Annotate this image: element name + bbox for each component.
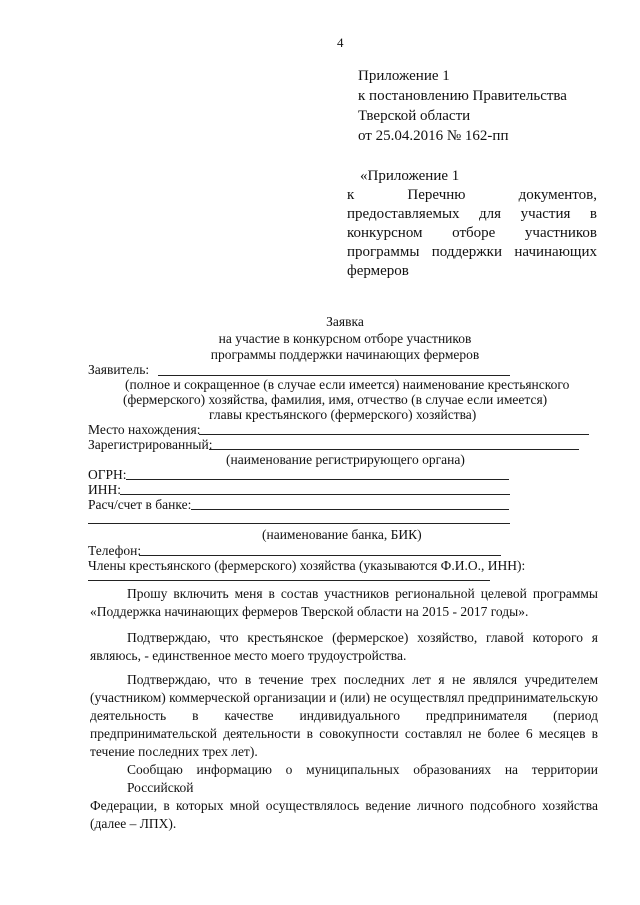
page-number: 4 <box>337 35 344 50</box>
account-field-2[interactable] <box>88 523 510 524</box>
header-line-3: Тверской области <box>358 108 471 124</box>
form-subtitle-1: на участие в конкурсном отборе участников <box>218 331 472 346</box>
inn-field[interactable] <box>120 494 510 495</box>
paragraph-line: Прошу включить меня в состав участников региональной целевой программы <box>127 586 598 601</box>
applicant-label: Заявитель: <box>88 362 150 377</box>
paragraph-confirm-no-business <box>90 671 598 761</box>
account-field[interactable] <box>191 509 509 510</box>
registered-label: Зарегистрированный: <box>88 437 213 452</box>
header-line-2: к постановлению Правительства <box>358 88 567 104</box>
annex-line-5: фермеров <box>347 263 409 279</box>
phone-label: Телефон: <box>88 543 142 558</box>
applicant-field[interactable] <box>158 375 510 376</box>
paragraph-line: Сообщаю информацию о муниципальных образованиях на территории Российской <box>127 762 598 795</box>
paragraph-request <box>90 585 598 621</box>
paragraph-lph-info <box>90 761 598 833</box>
annex-line-4: программы поддержки начинающих <box>347 244 597 260</box>
inn-label: ИНН: <box>88 482 121 497</box>
annex-title: «Приложение 1 <box>360 168 460 184</box>
applicant-hint-2: (фермерского) хозяйства, фамилия, имя, отчество (в случае если имеется) <box>123 392 548 407</box>
paragraph-line: являюсь, - единственное место моего трудоустройства. <box>90 648 407 663</box>
account-label: Расч/счет в банке: <box>88 497 192 512</box>
registered-field[interactable] <box>209 449 579 450</box>
bank-hint: (наименование банка, БИК) <box>262 527 422 542</box>
paragraph-line: предпринимательской деятельности в совокупности составлял не более 6 месяцев в <box>90 726 598 741</box>
registered-hint: (наименование регистрирующего органа) <box>226 452 465 467</box>
annex-line-1: к Перечню документов, <box>347 187 597 203</box>
form-subtitle-2: программы поддержки начинающих фермеров <box>210 347 480 362</box>
paragraph-line: течение последних трех лет). <box>90 744 258 759</box>
paragraph-line: (участником) коммерческой организации и (или) не осуществлял предпринимательскую <box>90 690 598 705</box>
form-title: Заявка <box>326 314 364 329</box>
location-field[interactable] <box>199 434 589 435</box>
location-label: Место нахождения: <box>88 422 201 437</box>
members-label: Члены крестьянского (фермерского) хозяйства (указываются Ф.И.О., ИНН): <box>88 558 526 573</box>
paragraph-line: Федерации, в которых мной осуществлялось ведение личного подсобного хозяйства <box>90 798 598 813</box>
paragraph-line: деятельность в качестве индивидуального предпринимателя (период <box>90 708 598 723</box>
paragraph-line: «Поддержка начинающих фермеров Тверской области на 2015 - 2017 годы». <box>90 604 529 619</box>
members-field[interactable] <box>88 580 490 581</box>
paragraph-line: Подтверждаю, что в течение трех последних лет я не являлся учредителем <box>127 672 598 687</box>
header-line-1: Приложение 1 <box>358 68 450 84</box>
annex-line-2: предоставляемых для участия в <box>347 206 597 222</box>
paragraph-confirm-employment <box>90 629 598 665</box>
paragraph-line: Подтверждаю, что крестьянское (фермерское) хозяйство, главой которого я <box>127 630 598 645</box>
applicant-hint-3: главы крестьянского (фермерского) хозяйства) <box>209 407 477 422</box>
ogrn-label: ОГРН: <box>88 467 127 482</box>
annex-line-3: конкурсном отборе участников <box>347 225 597 241</box>
phone-field[interactable] <box>139 555 501 556</box>
ogrn-field[interactable] <box>126 479 509 480</box>
header-line-4: от 25.04.2016 № 162-пп <box>358 128 509 144</box>
applicant-hint-1: (полное и сокращенное (в случае если имеется) наименование крестьянского <box>125 377 570 392</box>
paragraph-line: (далее – ЛПХ). <box>90 816 177 831</box>
